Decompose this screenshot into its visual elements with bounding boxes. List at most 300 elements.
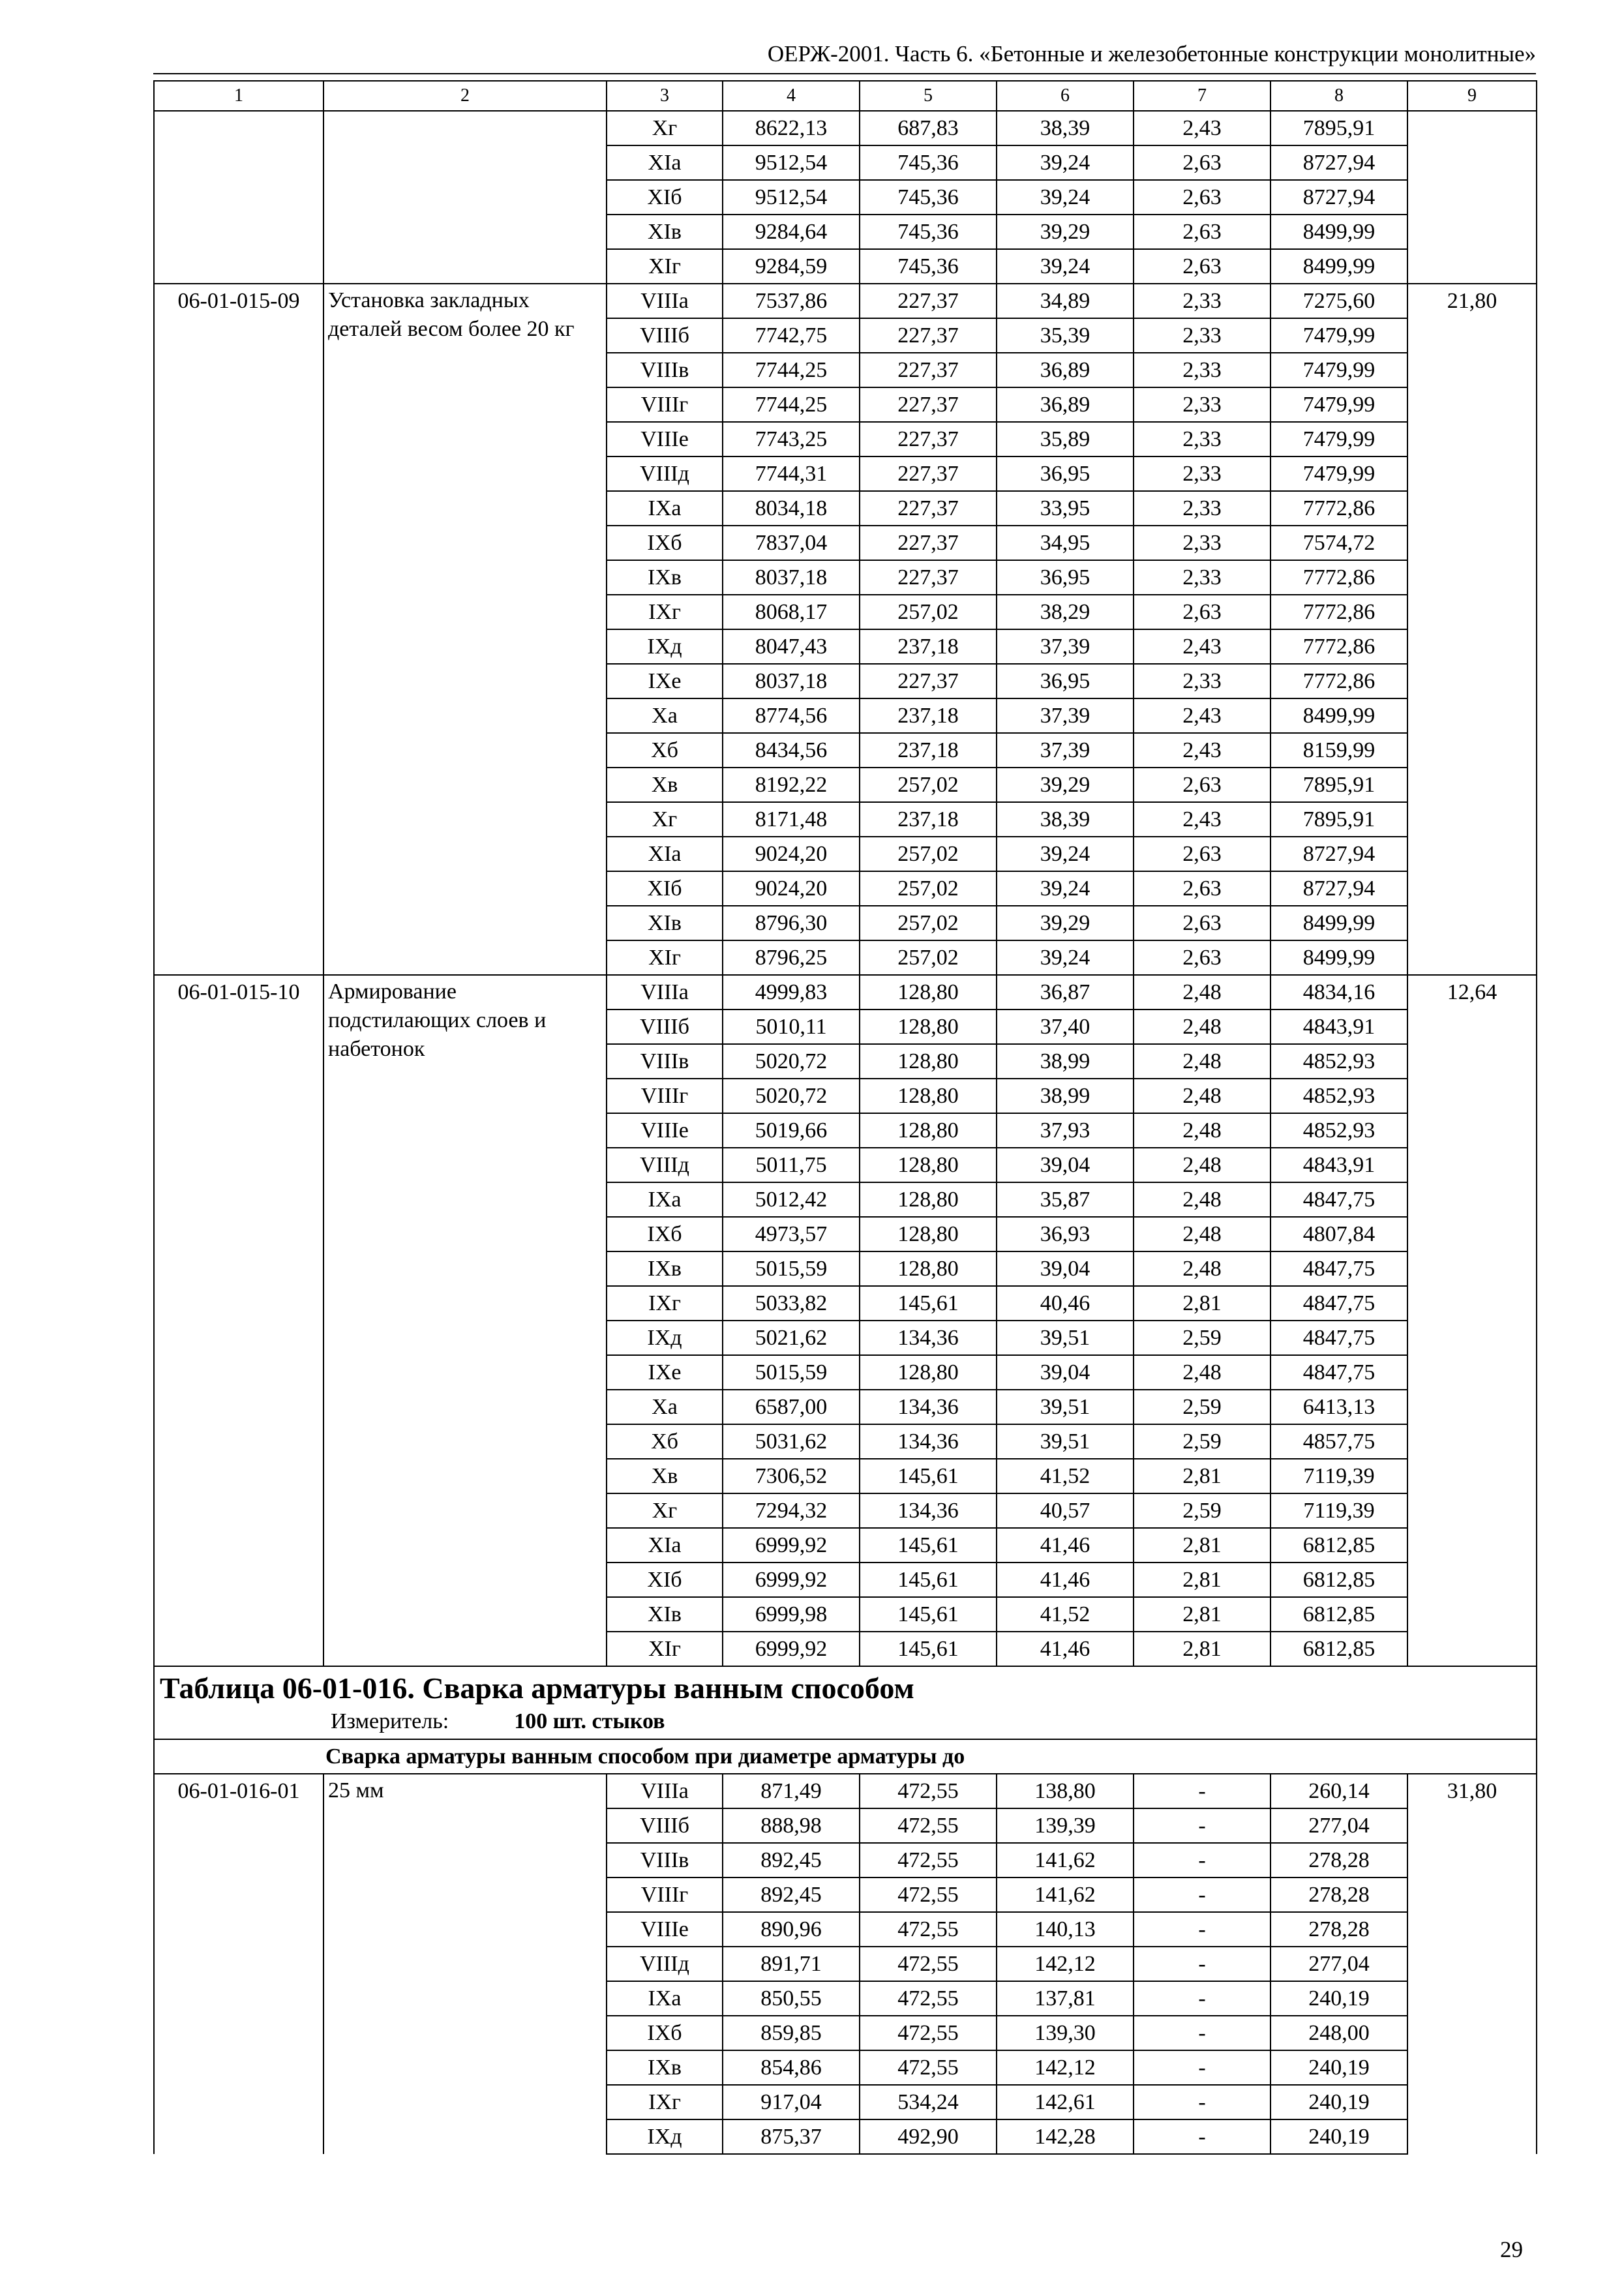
zone-cell: XIб xyxy=(607,1563,723,1597)
value-cell: 36,95 xyxy=(997,664,1134,698)
value-cell: 278,28 xyxy=(1271,1878,1407,1912)
value-cell: 7895,91 xyxy=(1271,802,1407,837)
value-cell: 2,43 xyxy=(1134,733,1271,768)
value-cell: 2,59 xyxy=(1134,1493,1271,1528)
value-cell: 745,36 xyxy=(860,215,997,249)
value-cell: 34,95 xyxy=(997,526,1134,560)
value-cell: 35,39 xyxy=(997,318,1134,353)
value-cell: 2,33 xyxy=(1134,491,1271,526)
value-cell: 39,04 xyxy=(997,1355,1134,1390)
value-cell: 891,71 xyxy=(723,1947,860,1981)
column-number: 9 xyxy=(1407,81,1537,111)
value-cell: - xyxy=(1134,2016,1271,2050)
value-cell: 4847,75 xyxy=(1271,1251,1407,1286)
value-cell: 39,51 xyxy=(997,1321,1134,1355)
value-cell: 8037,18 xyxy=(723,664,860,698)
column-numbers-row xyxy=(154,81,1537,111)
value-cell: 140,13 xyxy=(997,1912,1134,1947)
value-cell: 227,37 xyxy=(860,491,997,526)
zone-cell: IXг xyxy=(607,595,723,629)
value-cell: 36,95 xyxy=(997,560,1134,595)
value-cell: 9512,54 xyxy=(723,180,860,215)
zone-cell: VIIIв xyxy=(607,1843,723,1878)
value-cell: 2,81 xyxy=(1134,1632,1271,1666)
value-cell: 2,81 xyxy=(1134,1459,1271,1493)
value-cell: 2,48 xyxy=(1134,1044,1271,1079)
value-cell: 36,95 xyxy=(997,456,1134,491)
value-cell: 6413,13 xyxy=(1271,1390,1407,1424)
value-cell: 34,89 xyxy=(997,284,1134,318)
value-cell: 145,61 xyxy=(860,1563,997,1597)
page-number: 29 xyxy=(1500,2237,1523,2262)
zone-cell: VIIIв xyxy=(607,1044,723,1079)
value-cell: 8499,99 xyxy=(1271,249,1407,284)
zone-cell: IXд xyxy=(607,629,723,664)
table-row xyxy=(154,1774,1537,1808)
value-cell: 240,19 xyxy=(1271,2119,1407,2154)
value-cell: - xyxy=(1134,1981,1271,2016)
value-cell: 37,39 xyxy=(997,629,1134,664)
value-cell: 36,93 xyxy=(997,1217,1134,1251)
value-cell: 257,02 xyxy=(860,837,997,871)
zone-cell: XIб xyxy=(607,180,723,215)
value-cell: 6999,92 xyxy=(723,1563,860,1597)
zone-cell: XIв xyxy=(607,1597,723,1632)
value-cell: 2,33 xyxy=(1134,422,1271,456)
column-number: 7 xyxy=(1134,81,1271,111)
value-cell: 5015,59 xyxy=(723,1355,860,1390)
value-cell: 2,48 xyxy=(1134,1113,1271,1148)
value-cell: 2,59 xyxy=(1134,1321,1271,1355)
value-cell: 745,36 xyxy=(860,145,997,180)
value-cell: 36,89 xyxy=(997,387,1134,422)
value-cell: 7294,32 xyxy=(723,1493,860,1528)
rate-code: 06-01-016-01 xyxy=(154,1774,323,2154)
rate-code xyxy=(154,111,323,284)
value-cell: 492,90 xyxy=(860,2119,997,2154)
value-cell: 257,02 xyxy=(860,595,997,629)
value-cell: 859,85 xyxy=(723,2016,860,2050)
value-cell: 41,46 xyxy=(997,1563,1134,1597)
zone-cell: XIг xyxy=(607,940,723,975)
zone-cell: IXе xyxy=(607,664,723,698)
value-cell: 128,80 xyxy=(860,1079,997,1113)
zone-cell: VIIIг xyxy=(607,1878,723,1912)
value-cell: 33,95 xyxy=(997,491,1134,526)
table-row xyxy=(154,111,1537,145)
value-cell: 7772,86 xyxy=(1271,664,1407,698)
value-cell: 687,83 xyxy=(860,111,997,145)
zone-cell: VIIIа xyxy=(607,975,723,1010)
rate-code: 06-01-015-09 xyxy=(154,284,323,975)
value-cell: - xyxy=(1134,2050,1271,2085)
value-cell: 278,28 xyxy=(1271,1912,1407,1947)
value-cell: 2,63 xyxy=(1134,145,1271,180)
value-cell: 227,37 xyxy=(860,456,997,491)
value-cell: 4852,93 xyxy=(1271,1113,1407,1148)
value-cell: 5012,42 xyxy=(723,1182,860,1217)
value-cell: 8171,48 xyxy=(723,802,860,837)
value-cell: 134,36 xyxy=(860,1390,997,1424)
value-cell: 39,24 xyxy=(997,940,1134,975)
value-cell: 9512,54 xyxy=(723,145,860,180)
value-cell: 41,52 xyxy=(997,1459,1134,1493)
zone-cell: Xб xyxy=(607,733,723,768)
value-cell: 35,87 xyxy=(997,1182,1134,1217)
value-cell: 8796,25 xyxy=(723,940,860,975)
zone-cell: XIв xyxy=(607,906,723,940)
value-cell: 2,59 xyxy=(1134,1390,1271,1424)
zone-cell: Xа xyxy=(607,698,723,733)
value-cell: 917,04 xyxy=(723,2085,860,2119)
value-cell: 278,28 xyxy=(1271,1843,1407,1878)
value-cell: 7743,25 xyxy=(723,422,860,456)
value-cell: 7772,86 xyxy=(1271,595,1407,629)
value-cell: 128,80 xyxy=(860,1044,997,1079)
value-cell: 5020,72 xyxy=(723,1044,860,1079)
value-cell: 9284,59 xyxy=(723,249,860,284)
value-cell: 745,36 xyxy=(860,180,997,215)
value-cell: 141,62 xyxy=(997,1878,1134,1912)
value-cell: 2,48 xyxy=(1134,1148,1271,1182)
value-cell: 2,43 xyxy=(1134,111,1271,145)
value-cell: 2,33 xyxy=(1134,284,1271,318)
value-cell: 2,48 xyxy=(1134,1217,1271,1251)
value-cell: 4834,16 xyxy=(1271,975,1407,1010)
value-cell: 8047,43 xyxy=(723,629,860,664)
value-cell: 8774,56 xyxy=(723,698,860,733)
value-cell: 139,39 xyxy=(997,1808,1134,1843)
zone-cell: VIIIд xyxy=(607,1148,723,1182)
value-cell: 39,29 xyxy=(997,906,1134,940)
value-cell: 4847,75 xyxy=(1271,1321,1407,1355)
value-cell: 6999,92 xyxy=(723,1632,860,1666)
zone-cell: Xг xyxy=(607,802,723,837)
value-cell: 745,36 xyxy=(860,249,997,284)
running-header: ОЕРЖ-2001. Часть 6. «Бетонные и железобетонные конструкции монолитные» xyxy=(767,41,1536,67)
value-cell: 2,81 xyxy=(1134,1286,1271,1321)
value-cell: 7479,99 xyxy=(1271,456,1407,491)
value-cell: 892,45 xyxy=(723,1878,860,1912)
value-cell: 227,37 xyxy=(860,387,997,422)
value-cell: 472,55 xyxy=(860,1947,997,1981)
value-cell: 257,02 xyxy=(860,906,997,940)
value-cell: 240,19 xyxy=(1271,2085,1407,2119)
value-cell: 2,33 xyxy=(1134,387,1271,422)
value-cell: 2,48 xyxy=(1134,1079,1271,1113)
value-cell: 2,48 xyxy=(1134,975,1271,1010)
value-cell: 240,19 xyxy=(1271,1981,1407,2016)
value-cell: 237,18 xyxy=(860,733,997,768)
value-cell: 145,61 xyxy=(860,1597,997,1632)
zone-cell: IXе xyxy=(607,1355,723,1390)
value-cell: 277,04 xyxy=(1271,1808,1407,1843)
rate-code: 06-01-015-10 xyxy=(154,975,323,1666)
value-cell: 8034,18 xyxy=(723,491,860,526)
zone-cell: VIIIд xyxy=(607,1947,723,1981)
value-cell: 39,24 xyxy=(997,249,1134,284)
value-cell: 4973,57 xyxy=(723,1217,860,1251)
zone-cell: XIа xyxy=(607,145,723,180)
value-cell: 8499,99 xyxy=(1271,698,1407,733)
value-cell: 41,46 xyxy=(997,1632,1134,1666)
value-cell: 137,81 xyxy=(997,1981,1134,2016)
value-cell: 7119,39 xyxy=(1271,1493,1407,1528)
value-cell: 4847,75 xyxy=(1271,1182,1407,1217)
zone-cell: IXб xyxy=(607,526,723,560)
value-cell: 9284,64 xyxy=(723,215,860,249)
column-number: 1 xyxy=(154,81,323,111)
zone-cell: Xв xyxy=(607,1459,723,1493)
value-cell: 2,43 xyxy=(1134,802,1271,837)
value-cell: 5021,62 xyxy=(723,1321,860,1355)
value-cell: 41,52 xyxy=(997,1597,1134,1632)
value-cell: 5033,82 xyxy=(723,1286,860,1321)
zone-cell: Xг xyxy=(607,111,723,145)
value-cell: 7479,99 xyxy=(1271,387,1407,422)
value-cell: 4852,93 xyxy=(1271,1079,1407,1113)
value-cell: 8434,56 xyxy=(723,733,860,768)
value-cell: 2,33 xyxy=(1134,526,1271,560)
value-cell: 8727,94 xyxy=(1271,871,1407,906)
zone-cell: XIв xyxy=(607,215,723,249)
column-number: 4 xyxy=(723,81,860,111)
value-cell: 2,81 xyxy=(1134,1528,1271,1563)
value-cell: 7772,86 xyxy=(1271,491,1407,526)
value-cell: 2,48 xyxy=(1134,1251,1271,1286)
value-cell: 7895,91 xyxy=(1271,768,1407,802)
value-cell: 138,80 xyxy=(997,1774,1134,1808)
value-cell: 145,61 xyxy=(860,1459,997,1493)
value-cell: 8499,99 xyxy=(1271,940,1407,975)
value-cell: 7119,39 xyxy=(1271,1459,1407,1493)
value-cell: 4807,84 xyxy=(1271,1217,1407,1251)
value-cell: 6812,85 xyxy=(1271,1528,1407,1563)
table-title-row xyxy=(154,1666,1537,1739)
value-cell: 39,04 xyxy=(997,1148,1134,1182)
value-cell: 134,36 xyxy=(860,1321,997,1355)
rate-name xyxy=(323,111,607,284)
value-cell: 8622,13 xyxy=(723,111,860,145)
value-cell: 257,02 xyxy=(860,940,997,975)
value-cell: 7479,99 xyxy=(1271,353,1407,387)
zone-cell: IXб xyxy=(607,1217,723,1251)
column-number: 6 xyxy=(997,81,1134,111)
zone-cell: VIIIа xyxy=(607,284,723,318)
zone-cell: IXа xyxy=(607,1182,723,1217)
value-cell: 145,61 xyxy=(860,1286,997,1321)
value-cell: 892,45 xyxy=(723,1843,860,1878)
table-row xyxy=(154,975,1537,1010)
value-cell: 8727,94 xyxy=(1271,145,1407,180)
value-cell: 5031,62 xyxy=(723,1424,860,1459)
value-cell: 6999,98 xyxy=(723,1597,860,1632)
value-cell: 854,86 xyxy=(723,2050,860,2085)
value-cell: 850,55 xyxy=(723,1981,860,2016)
value-cell: 134,36 xyxy=(860,1493,997,1528)
table-title: Таблица 06-01-016. Сварка арматуры ванным способом xyxy=(160,1671,914,1705)
value-cell: 227,37 xyxy=(860,284,997,318)
value-cell: - xyxy=(1134,1843,1271,1878)
value-cell: 145,61 xyxy=(860,1632,997,1666)
value-cell: 7537,86 xyxy=(723,284,860,318)
value-cell: 2,33 xyxy=(1134,318,1271,353)
value-cell: 7742,75 xyxy=(723,318,860,353)
zone-cell: VIIIе xyxy=(607,1912,723,1947)
zone-cell: VIIIб xyxy=(607,1808,723,1843)
table-title-cell xyxy=(154,1666,1537,1739)
value-cell: 890,96 xyxy=(723,1912,860,1947)
value-cell: 4857,75 xyxy=(1271,1424,1407,1459)
value-cell: 5011,75 xyxy=(723,1148,860,1182)
value-cell: 260,14 xyxy=(1271,1774,1407,1808)
meter-line xyxy=(160,1707,1531,1739)
value-cell: 888,98 xyxy=(723,1808,860,1843)
value-cell: - xyxy=(1134,1878,1271,1912)
value-cell: 8068,17 xyxy=(723,595,860,629)
value-cell: - xyxy=(1134,1774,1271,1808)
labor-cost: 12,64 xyxy=(1407,975,1537,1666)
zone-cell: IXб xyxy=(607,2016,723,2050)
value-cell: 227,37 xyxy=(860,664,997,698)
value-cell: 2,63 xyxy=(1134,940,1271,975)
value-cell: 2,63 xyxy=(1134,180,1271,215)
value-cell: 4847,75 xyxy=(1271,1286,1407,1321)
zone-cell: Xв xyxy=(607,768,723,802)
value-cell: 277,04 xyxy=(1271,1947,1407,1981)
value-cell: 472,55 xyxy=(860,1981,997,2016)
value-cell: 9024,20 xyxy=(723,837,860,871)
value-cell: 2,81 xyxy=(1134,1597,1271,1632)
value-cell: 7574,72 xyxy=(1271,526,1407,560)
zone-cell: VIIIд xyxy=(607,456,723,491)
value-cell: 7306,52 xyxy=(723,1459,860,1493)
value-cell: 227,37 xyxy=(860,353,997,387)
value-cell: 2,63 xyxy=(1134,768,1271,802)
value-cell: 237,18 xyxy=(860,802,997,837)
value-cell: 2,48 xyxy=(1134,1355,1271,1390)
value-cell: 7772,86 xyxy=(1271,629,1407,664)
zone-cell: VIIIа xyxy=(607,1774,723,1808)
value-cell: 36,87 xyxy=(997,975,1134,1010)
value-cell: - xyxy=(1134,1808,1271,1843)
labor-cost: 31,80 xyxy=(1407,1774,1537,2154)
labor-cost: 21,80 xyxy=(1407,284,1537,975)
column-number: 8 xyxy=(1271,81,1407,111)
value-cell: 472,55 xyxy=(860,1843,997,1878)
value-cell: 40,46 xyxy=(997,1286,1134,1321)
value-cell: 472,55 xyxy=(860,1878,997,1912)
value-cell: 7772,86 xyxy=(1271,560,1407,595)
value-cell: 128,80 xyxy=(860,1010,997,1044)
value-cell: 37,39 xyxy=(997,698,1134,733)
value-cell: 128,80 xyxy=(860,1251,997,1286)
value-cell: 8796,30 xyxy=(723,906,860,940)
value-cell: 142,61 xyxy=(997,2085,1134,2119)
zone-cell: IXа xyxy=(607,1981,723,2016)
zone-cell: IXв xyxy=(607,2050,723,2085)
value-cell: 8727,94 xyxy=(1271,180,1407,215)
value-cell: 128,80 xyxy=(860,1182,997,1217)
value-cell: 7837,04 xyxy=(723,526,860,560)
value-cell: 37,40 xyxy=(997,1010,1134,1044)
zone-cell: XIб xyxy=(607,871,723,906)
value-cell: 39,24 xyxy=(997,145,1134,180)
value-cell: 4843,91 xyxy=(1271,1148,1407,1182)
value-cell: 237,18 xyxy=(860,629,997,664)
value-cell: 40,57 xyxy=(997,1493,1134,1528)
value-cell: 38,39 xyxy=(997,802,1134,837)
value-cell: 39,24 xyxy=(997,837,1134,871)
column-number: 2 xyxy=(323,81,607,111)
value-cell: 39,04 xyxy=(997,1251,1134,1286)
value-cell: 227,37 xyxy=(860,318,997,353)
value-cell: 128,80 xyxy=(860,1217,997,1251)
value-cell: 2,63 xyxy=(1134,595,1271,629)
zone-cell: VIIIе xyxy=(607,1113,723,1148)
value-cell: 142,28 xyxy=(997,2119,1134,2154)
value-cell: 7275,60 xyxy=(1271,284,1407,318)
value-cell: 128,80 xyxy=(860,1113,997,1148)
value-cell: 128,80 xyxy=(860,975,997,1010)
value-cell: 8499,99 xyxy=(1271,215,1407,249)
zone-cell: XIг xyxy=(607,249,723,284)
value-cell: 38,39 xyxy=(997,111,1134,145)
value-cell: 4999,83 xyxy=(723,975,860,1010)
value-cell: 2,43 xyxy=(1134,698,1271,733)
value-cell: 141,62 xyxy=(997,1843,1134,1878)
value-cell: 4852,93 xyxy=(1271,1044,1407,1079)
value-cell: 472,55 xyxy=(860,1774,997,1808)
value-cell: 39,51 xyxy=(997,1424,1134,1459)
zone-cell: IXд xyxy=(607,2119,723,2154)
value-cell: 7744,25 xyxy=(723,353,860,387)
value-cell: 7479,99 xyxy=(1271,422,1407,456)
value-cell: 2,48 xyxy=(1134,1010,1271,1044)
value-cell: 472,55 xyxy=(860,1912,997,1947)
rates-table xyxy=(153,80,1537,2155)
value-cell: 2,63 xyxy=(1134,215,1271,249)
value-cell: 8727,94 xyxy=(1271,837,1407,871)
value-cell: - xyxy=(1134,2085,1271,2119)
value-cell: 227,37 xyxy=(860,422,997,456)
zone-cell: XIа xyxy=(607,837,723,871)
value-cell: 39,29 xyxy=(997,768,1134,802)
value-cell: 6587,00 xyxy=(723,1390,860,1424)
value-cell: 9024,20 xyxy=(723,871,860,906)
value-cell: 6999,92 xyxy=(723,1528,860,1563)
value-cell: 534,24 xyxy=(860,2085,997,2119)
value-cell: 39,24 xyxy=(997,871,1134,906)
value-cell: 472,55 xyxy=(860,1808,997,1843)
value-cell: 2,59 xyxy=(1134,1424,1271,1459)
value-cell: 7479,99 xyxy=(1271,318,1407,353)
value-cell: 875,37 xyxy=(723,2119,860,2154)
value-cell: 227,37 xyxy=(860,526,997,560)
value-cell: 4847,75 xyxy=(1271,1355,1407,1390)
column-number: 3 xyxy=(607,81,723,111)
zone-cell: Xг xyxy=(607,1493,723,1528)
value-cell: 5019,66 xyxy=(723,1113,860,1148)
value-cell: 2,33 xyxy=(1134,353,1271,387)
value-cell: 7744,25 xyxy=(723,387,860,422)
rate-name: Установка закладных деталей весом более 20 кг xyxy=(323,284,607,975)
zone-cell: VIIIв xyxy=(607,353,723,387)
value-cell: 4843,91 xyxy=(1271,1010,1407,1044)
subheading-row xyxy=(154,1739,1537,1774)
zone-cell: IXа xyxy=(607,491,723,526)
value-cell: 6812,85 xyxy=(1271,1563,1407,1597)
